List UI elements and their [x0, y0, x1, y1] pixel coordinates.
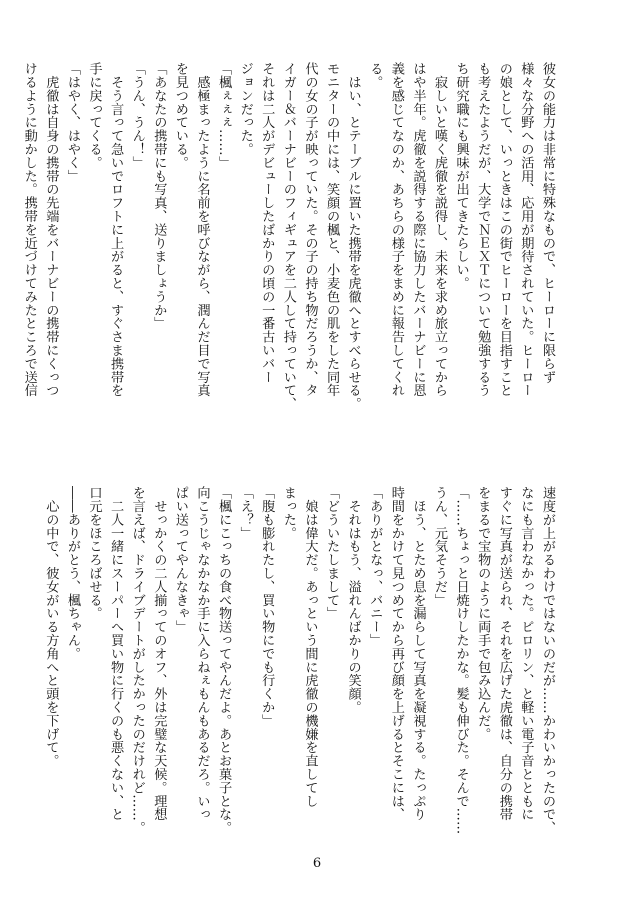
text-line: ジョンだった。 — [237, 62, 253, 156]
upper-text-block — [18, 62, 558, 414]
text-line: 「うん、うん！」 — [129, 62, 145, 170]
text-line: の娘として、いっときはこの街でヒーローを目指すこと — [496, 62, 512, 397]
text-line: すぐに写真が送られ、それを広げた虎徹は、自分の携帯 — [496, 486, 512, 821]
text-line: 義を感じてなのか、あちらの様子をまめに報告してくれ — [388, 62, 404, 397]
page-number: 6 — [312, 856, 322, 871]
text-line: はや半年。虎徹を説得する際に協力したバーナビーに恩 — [410, 62, 426, 397]
text-line: 二人一緒にスーパーへ買い物に行くのも悪くない、と — [108, 486, 124, 821]
text-line: 向こうじゃなかなか手に入らねぇもんもあるだろ。いっ — [194, 486, 210, 821]
text-line: 彼女の能力は非常に特殊なもので、ヒーローに限らず — [540, 62, 555, 384]
text-line: をまるで宝物のように両手で包み込んだ。 — [475, 486, 491, 741]
text-line: 「腹も膨れたし、買い物にでも行くか」 — [259, 486, 275, 728]
lower-text-block — [40, 486, 558, 838]
text-line: 「はやく、はやく」 — [64, 62, 80, 183]
text-line: ぱい送ってやんなきゃ」 — [172, 486, 188, 634]
text-line: モニターの中には、笑顔の楓と、小麦色の肌をした同年 — [324, 62, 340, 397]
text-line: なにも言わなかった。ピロリン、と軽い電子音とともに — [518, 486, 534, 821]
text-line: 様々な分野への活用、応用が期待されていた。ヒーロー — [518, 62, 534, 397]
text-line: 「どういたしまして」 — [324, 486, 340, 620]
text-line: を見つめている。 — [172, 62, 188, 170]
text-line: を言えば、ドライブデートがしたかったのだけれど……。 — [129, 486, 145, 835]
text-line: 「あなたの携帯にも写真、送りましょうか」 — [151, 62, 167, 330]
text-line: 娘は偉大だ。あっという間に虎徹の機嫌を直してし — [302, 486, 318, 808]
text-line: 虎徹は自身の携帯の先端をバーナビーの携帯にくっつ — [43, 62, 59, 397]
text-line: 感極まったように名前を呼びながら、潤んだ目で写真 — [194, 62, 210, 397]
text-line: まった。 — [280, 486, 296, 540]
text-line: 「……ちょっと日焼けしたかな。髪も伸びた。そんで…… — [453, 486, 469, 835]
text-line: 寂しいと嘆く虎徹を説得し、未来を求め旅立ってから — [432, 62, 448, 397]
text-line: 「楓にこっちの食べ物送ってやんだよ。あとお菓子とな。 — [216, 486, 232, 835]
text-line: それは二人がデビューしたばかりの頃の一番古いバー — [259, 62, 275, 384]
text-line: 口元をほころばせる。 — [86, 486, 102, 620]
text-line: 速度が上がるわけではないのだが……かわいかったので、 — [540, 486, 555, 835]
text-line: 時間をかけて見つめてから再び顔を上げるとそこには、 — [388, 486, 404, 821]
text-line: うん、元気そうだ」 — [432, 486, 448, 607]
text-line: はい、とテーブルに置いた携帯を虎徹へとすべらせる。 — [345, 62, 361, 411]
text-line: 「ありがとなっ、バニー」 — [367, 486, 383, 647]
text-line: 「楓ぇぇぇ……」 — [216, 62, 232, 170]
text-line: 心の中で、彼女がいる方角へと頭を下げて。 — [43, 486, 59, 768]
text-line: ほう、とため息を漏らして写真を凝視する。たっぷり — [410, 486, 426, 821]
text-line: ち研究職にも興味が出てきたらしい。 — [453, 62, 469, 290]
text-line: それはもう、溢れんばかりの笑顔。 — [345, 486, 361, 714]
text-line: せっかくの二人揃ってのオフ、外は完璧な天候。理想 — [151, 486, 167, 821]
text-line: 代の女の子が映っていた。その子の持ち物だろうか、タ — [302, 62, 318, 397]
text-line: 「え？」 — [237, 486, 253, 540]
text-line: ――ありがとう、楓ちゃん。 — [64, 486, 80, 661]
text-line: 手に戻ってくる。 — [86, 62, 102, 170]
text-line: けるように動かした。携帯を近づけてみたところで送信 — [21, 62, 37, 397]
text-line: そう言って急いでロフトに上がると、すぐさま携帯を — [108, 62, 124, 397]
text-line: る。 — [367, 62, 383, 89]
text-line: も考えたようだが、大学でＮＥＸＴについて勉強するう — [475, 62, 491, 397]
text-line: イガー＆バーナビーのフィギュアを二人して持っていて、 — [280, 62, 296, 411]
